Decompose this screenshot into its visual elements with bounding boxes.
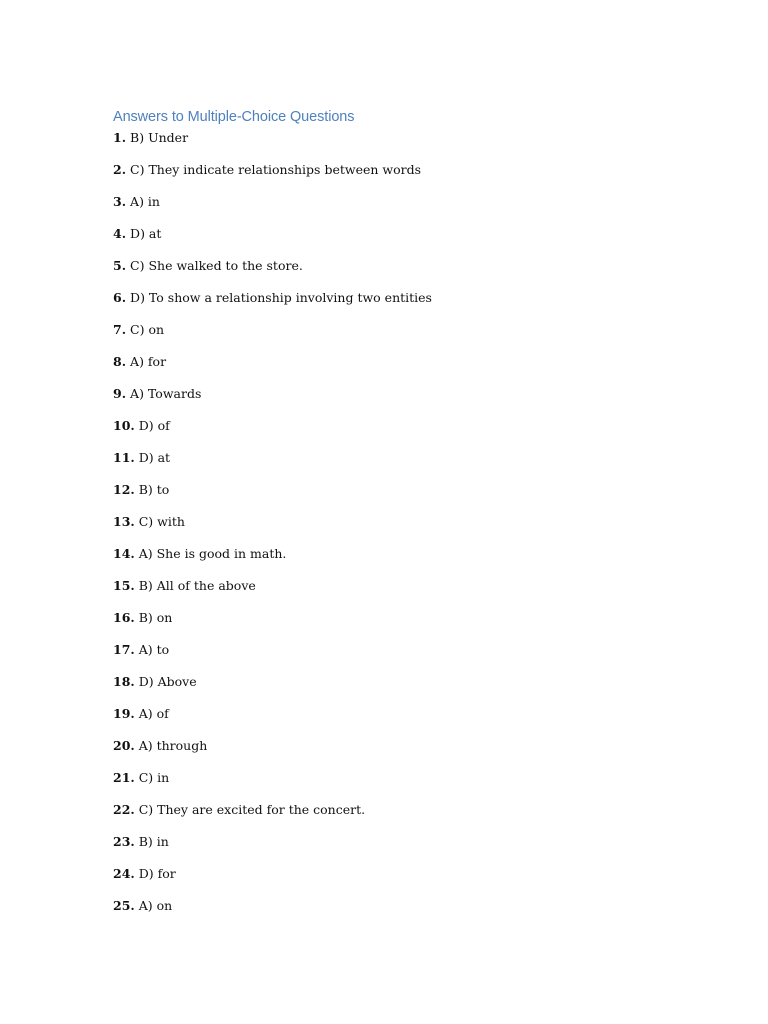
answer-text: D) To show a relationship involving two entities	[130, 290, 432, 305]
answer-number: 4.	[113, 226, 127, 241]
answer-text: D) Above	[138, 674, 197, 689]
answer-text: B) Under	[130, 130, 189, 145]
answer-text: D) at	[130, 226, 162, 241]
list-item	[113, 768, 673, 800]
answer-number: 12.	[113, 482, 135, 497]
answer-number: 13.	[113, 514, 135, 529]
answer-number: 15.	[113, 578, 135, 593]
answer-number: 18.	[113, 674, 135, 689]
answer-text: C) on	[130, 322, 165, 337]
list-item	[113, 192, 673, 224]
answer-number: 2.	[113, 162, 127, 177]
answer-text: A) in	[130, 194, 160, 209]
answer-text: B) All of the above	[138, 578, 256, 593]
list-item	[113, 352, 673, 384]
answer-number: 17.	[113, 642, 135, 657]
answer-number: 11.	[113, 450, 135, 465]
answer-list	[113, 128, 673, 928]
list-item	[113, 864, 673, 896]
answer-text: C) with	[138, 514, 185, 529]
document-content	[113, 106, 673, 928]
list-item	[113, 800, 673, 832]
answer-number: 9.	[113, 386, 127, 401]
answer-number: 22.	[113, 802, 135, 817]
answer-text: A) through	[138, 738, 208, 753]
list-item	[113, 576, 673, 608]
answer-text: A) on	[138, 898, 173, 913]
answer-text: D) for	[138, 866, 176, 881]
page-title: Answers to Multiple-Choice Questions	[113, 109, 355, 125]
list-item	[113, 320, 673, 352]
answer-number: 7.	[113, 322, 127, 337]
answer-text: C) in	[138, 770, 170, 785]
answer-number: 1.	[113, 130, 127, 145]
answer-number: 6.	[113, 290, 127, 305]
answer-text: B) in	[138, 834, 169, 849]
list-item	[113, 608, 673, 640]
answer-text: B) on	[138, 610, 173, 625]
answer-number: 24.	[113, 866, 135, 881]
answer-number: 5.	[113, 258, 127, 273]
answer-number: 10.	[113, 418, 135, 433]
answer-number: 23.	[113, 834, 135, 849]
answer-text: A) She is good in math.	[138, 546, 287, 561]
answer-number: 20.	[113, 738, 135, 753]
answer-text: A) to	[138, 642, 170, 657]
list-item	[113, 640, 673, 672]
answer-number: 8.	[113, 354, 127, 369]
list-item	[113, 544, 673, 576]
list-item	[113, 704, 673, 736]
answer-text: D) of	[138, 418, 170, 433]
answer-number: 14.	[113, 546, 135, 561]
answer-text: C) They are excited for the concert.	[138, 802, 366, 817]
list-item	[113, 672, 673, 704]
answer-text: C) She walked to the store.	[130, 258, 303, 273]
list-item	[113, 448, 673, 480]
answer-number: 16.	[113, 610, 135, 625]
answer-text: A) Towards	[130, 386, 202, 401]
answer-text: B) to	[138, 482, 170, 497]
answer-text: D) at	[138, 450, 171, 465]
answer-number: 21.	[113, 770, 135, 785]
list-item	[113, 512, 673, 544]
answer-number: 3.	[113, 194, 127, 209]
list-item	[113, 160, 673, 192]
list-item	[113, 256, 673, 288]
answer-text: A) of	[138, 706, 169, 721]
list-item	[113, 128, 673, 160]
list-item	[113, 736, 673, 768]
list-item	[113, 384, 673, 416]
answer-number: 25.	[113, 898, 135, 913]
list-item	[113, 832, 673, 864]
list-item	[113, 288, 673, 320]
answer-text: A) for	[130, 354, 167, 369]
list-item	[113, 416, 673, 448]
list-item	[113, 896, 673, 928]
list-item	[113, 224, 673, 256]
answer-text: C) They indicate relationships between words	[130, 162, 422, 177]
list-item	[113, 480, 673, 512]
answer-number: 19.	[113, 706, 135, 721]
